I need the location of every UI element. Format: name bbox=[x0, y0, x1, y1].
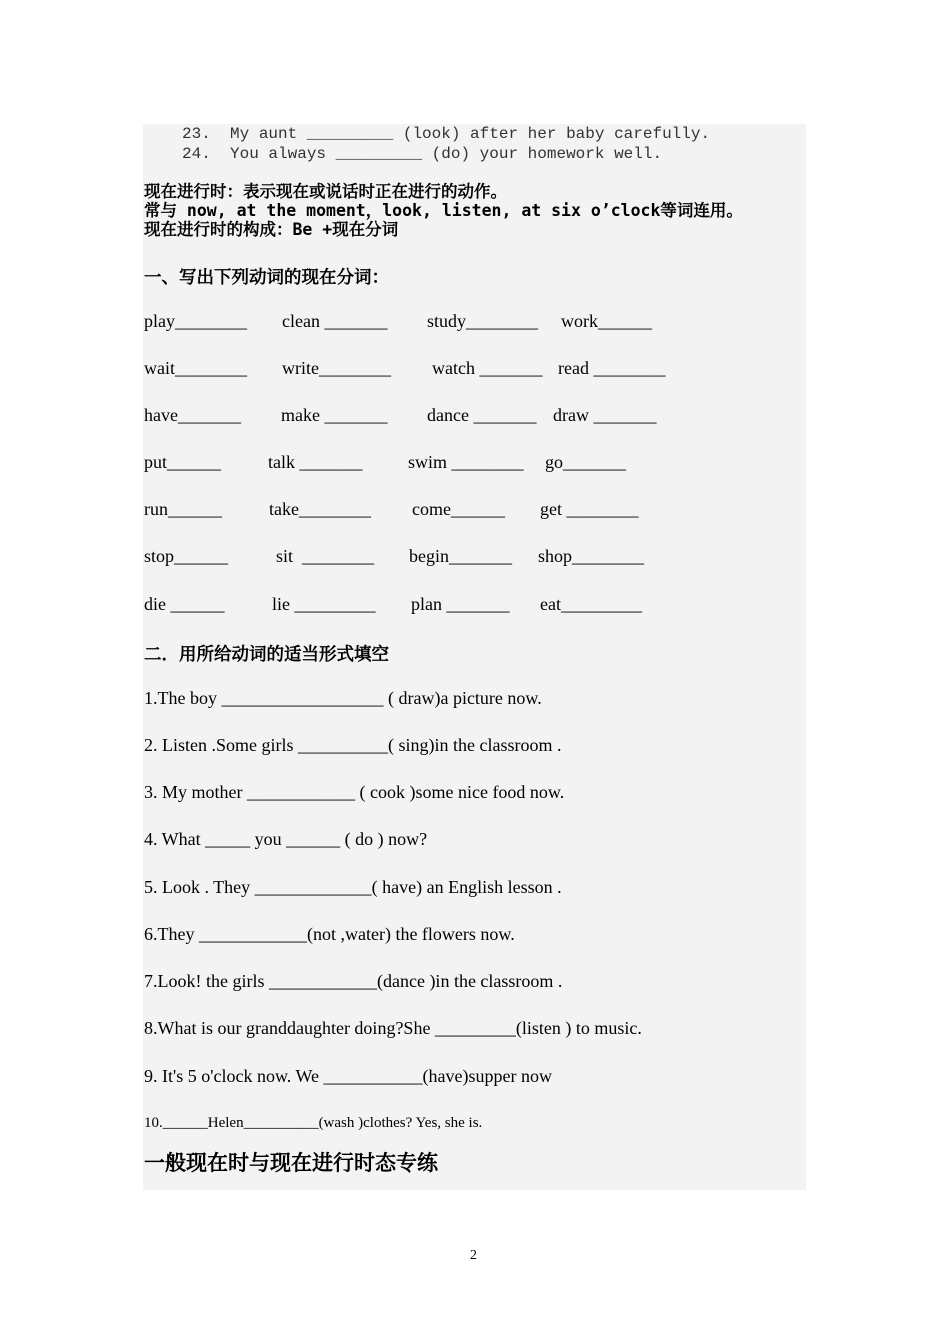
exercise-sentence-7: 7.Look! the girls ____________(dance )in the classroom . bbox=[144, 971, 563, 991]
section1-title: 一、写出下列动词的现在分词： bbox=[144, 268, 389, 288]
page-number: 2 bbox=[470, 1248, 477, 1263]
section2-title: 二．用所给动词的适当形式填空 bbox=[144, 645, 389, 665]
prev-exercise-23: 23. My aunt _________ (look) after her baby carefully. bbox=[182, 125, 711, 143]
verb-item: run______ bbox=[144, 499, 222, 519]
verb-item: swim ________ bbox=[408, 452, 524, 472]
exercise-sentence-6: 6.They ____________(not ,water) the flowers now. bbox=[144, 924, 515, 944]
verb-item: read ________ bbox=[558, 358, 666, 378]
verb-item: plan _______ bbox=[411, 594, 510, 614]
verb-item: wait________ bbox=[144, 358, 247, 378]
prev-exercise-24: 24. You always _________ (do) your homework well. bbox=[182, 145, 663, 163]
exercise-sentence-5: 5. Look . They _____________( have) an English lesson . bbox=[144, 877, 562, 897]
verb-item: play________ bbox=[144, 311, 247, 331]
verb-item: come______ bbox=[412, 499, 505, 519]
verb-item: die ______ bbox=[144, 594, 225, 614]
verb-item: eat_________ bbox=[540, 594, 642, 614]
verb-item: clean _______ bbox=[282, 311, 388, 331]
section3-title: 一般现在时与现在进行时态专练 bbox=[144, 1151, 438, 1175]
exercise-sentence-10: 10.______Helen__________(wash )clothes? Yes, she is. bbox=[144, 1115, 483, 1131]
verb-item: take________ bbox=[269, 499, 371, 519]
verb-item: make _______ bbox=[281, 405, 388, 425]
verb-item: put______ bbox=[144, 452, 222, 472]
exercise-sentence-8: 8.What is our granddaughter doing?She _________(listen ) to music. bbox=[144, 1018, 642, 1038]
grammar-usage: 常与 now, at the moment，look, listen, at six o’clock等词连用。 bbox=[144, 201, 743, 220]
verb-item: dance _______ bbox=[427, 405, 537, 425]
verb-item: write________ bbox=[282, 358, 391, 378]
verb-item: have_______ bbox=[144, 405, 241, 425]
grammar-structure: 现在进行时的构成：Be +现在分词 bbox=[144, 220, 399, 239]
exercise-sentence-9: 9. It's 5 o'clock now. We ___________(have)supper now bbox=[144, 1066, 552, 1086]
verb-item: watch _______ bbox=[432, 358, 543, 378]
verb-item: stop______ bbox=[144, 546, 229, 566]
exercise-sentence-1: 1.The boy __________________ ( draw)a picture now. bbox=[144, 688, 542, 708]
verb-item: get ________ bbox=[540, 499, 639, 519]
verb-item: study________ bbox=[427, 311, 539, 331]
verb-item: begin_______ bbox=[409, 546, 512, 566]
exercise-sentence-3: 3. My mother ____________ ( cook )some nice food now. bbox=[144, 782, 565, 802]
verb-item: sit ________ bbox=[276, 546, 375, 566]
verb-item: go_______ bbox=[545, 452, 626, 472]
grammar-definition: 现在进行时：表示现在或说话时正在进行的动作。 bbox=[144, 182, 507, 201]
verb-item: shop________ bbox=[538, 546, 645, 566]
exercise-sentence-4: 4. What _____ you ______ ( do ) now? bbox=[144, 829, 428, 849]
verb-item: work______ bbox=[561, 311, 652, 331]
verb-item: lie _________ bbox=[272, 594, 376, 614]
exercise-sentence-2: 2. Listen .Some girls __________( sing)in the classroom . bbox=[144, 735, 562, 755]
verb-item: talk _______ bbox=[268, 452, 363, 472]
verb-item: draw _______ bbox=[553, 405, 657, 425]
